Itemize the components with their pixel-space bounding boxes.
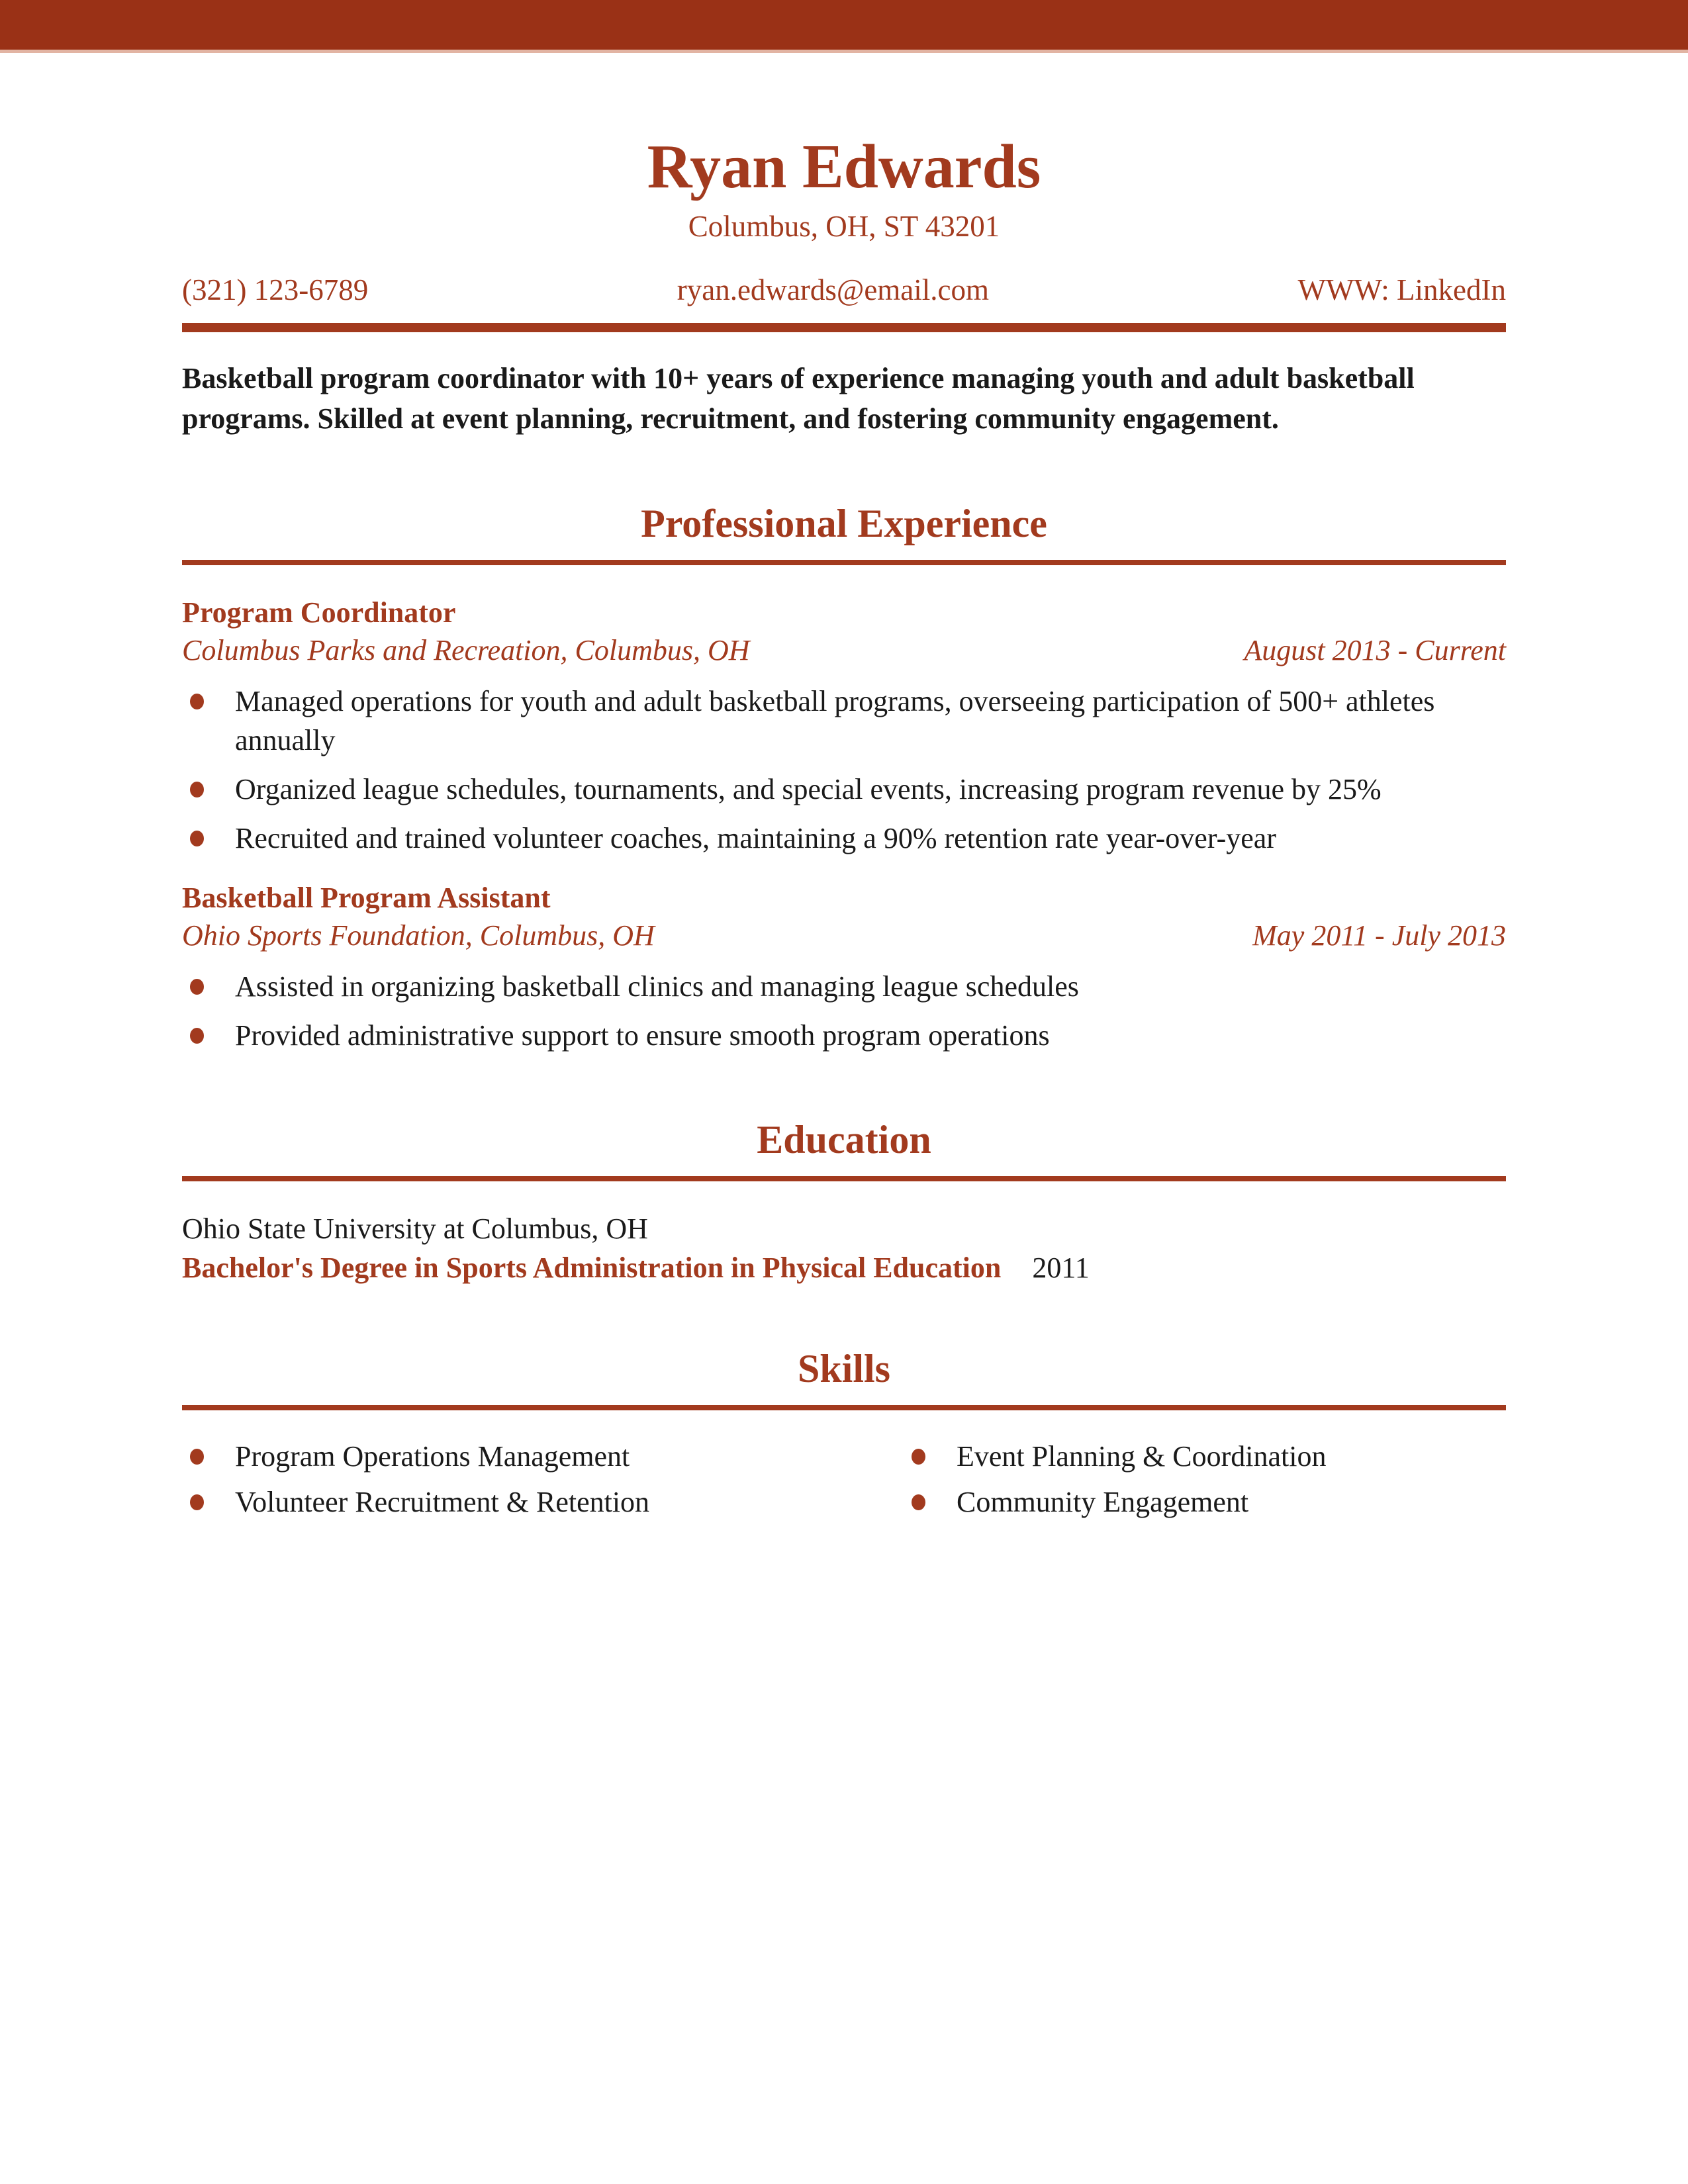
job-company: Columbus Parks and Recreation, Columbus, OH: [182, 633, 750, 666]
professional-summary: Basketball program coordinator with 10+ years of experience managing youth and adult basketball programs. Skilled at event planning, recruitment, and fostering community engagement.: [182, 362, 1415, 435]
job-bullet-list: [182, 967, 1506, 1056]
job-company: Ohio Sports Foundation, Columbus, OH: [182, 919, 655, 952]
job-entry: [182, 881, 1506, 1056]
top-accent-bar: [0, 0, 1688, 53]
job-title: Program Coordinator: [182, 596, 456, 629]
website-link-text: WWW: LinkedIn: [1297, 273, 1506, 307]
job-meta: [182, 633, 1506, 667]
job-bullet: Provided administrative support to ensure smooth program operations: [182, 1016, 1506, 1056]
skill-item: Volunteer Recruitment & Retention: [182, 1482, 904, 1522]
header: [182, 131, 1506, 439]
contact-row: [182, 273, 1506, 307]
section-divider-education: [182, 1176, 1506, 1181]
job-bullet: Managed operations for youth and adult basketball programs, overseeing participation of 500+ athletes annually: [182, 682, 1506, 761]
section-divider-experience: [182, 560, 1506, 565]
header-divider: [182, 323, 1506, 332]
skills-column-left: [182, 1437, 904, 1529]
section-skills: [182, 1347, 1506, 1529]
skill-item: Community Engagement: [904, 1482, 1506, 1522]
job-bullet: Recruited and trained volunteer coaches, maintaining a 90% retention rate year-over-year: [182, 819, 1506, 858]
job-bullet: Organized league schedules, tournaments, and special events, increasing program revenue by 25%: [182, 770, 1506, 809]
page-content: [182, 131, 1506, 1529]
skill-item: Program Operations Management: [182, 1437, 904, 1477]
candidate-location: Columbus, OH, ST 43201: [688, 210, 1000, 244]
skill-item: Event Planning & Coordination: [904, 1437, 1506, 1477]
job-dates: August 2013 - Current: [1244, 633, 1506, 666]
job-bullet: Assisted in organizing basketball clinics and managing league schedules: [182, 967, 1506, 1007]
section-title-experience: Professional Experience: [641, 501, 1047, 545]
education-year: 2011: [1032, 1251, 1090, 1284]
section-title-education: Education: [757, 1117, 931, 1161]
candidate-name: Ryan Edwards: [647, 132, 1041, 201]
email-address: ryan.edwards@email.com: [677, 273, 990, 307]
education-degree-line: [182, 1251, 1506, 1285]
section-title-skills: Skills: [797, 1346, 891, 1390]
job-entry: [182, 596, 1506, 858]
section-education: [182, 1118, 1506, 1285]
job-meta: [182, 919, 1506, 952]
job-dates: May 2011 - July 2013: [1252, 919, 1506, 952]
phone-number: (321) 123-6789: [182, 273, 369, 307]
skills-column-right: [904, 1437, 1506, 1529]
skills-grid: [182, 1437, 1506, 1529]
education-school: Ohio State University at Columbus, OH: [182, 1212, 648, 1245]
section-divider-skills: [182, 1405, 1506, 1410]
job-bullet-list: [182, 682, 1506, 858]
education-degree: Bachelor's Degree in Sports Administration in Physical Education: [182, 1251, 1002, 1284]
section-experience: [182, 502, 1506, 1056]
job-title: Basketball Program Assistant: [182, 881, 551, 914]
